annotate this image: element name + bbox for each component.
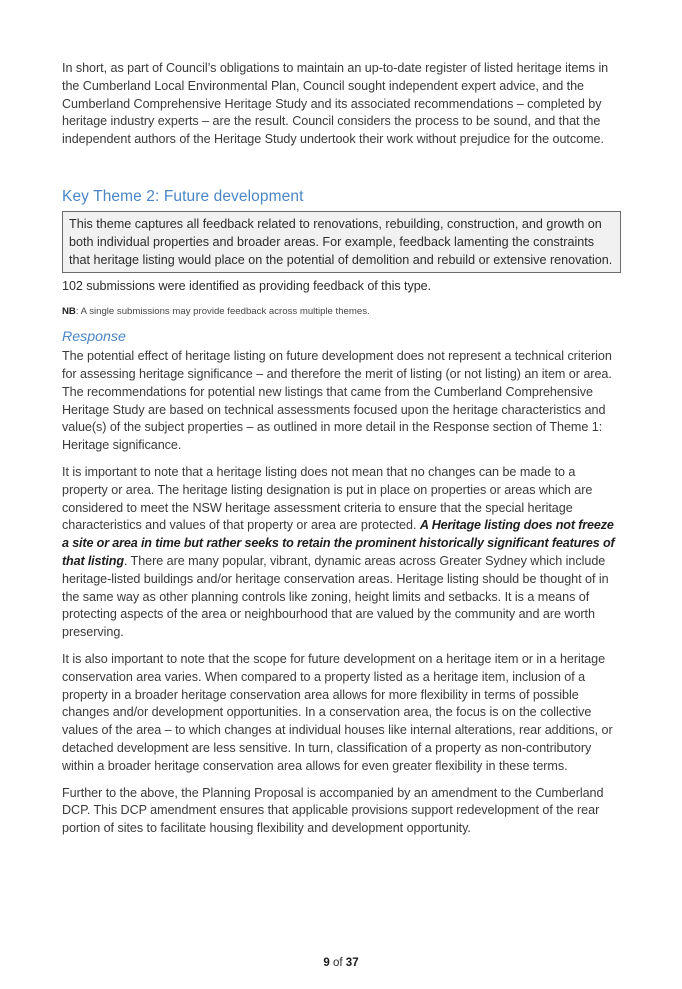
intro-paragraph: In short, as part of Council’s obligations to maintain an up-to-date register of listed heritage items in the Cumberland Local Environmental Plan, Council sought independent expert advice, and the Cumberland Comprehensive Heritage Study and its associated recommendations – completed by heritage industry experts – are the result. Council considers the process to be sound, and that the independent authors of the Heritage Study undertook their work without prejudice for the outcome.: [62, 61, 609, 147]
theme-summary-text: This theme captures all feedback related to renovations, rebuilding, construction, and growth on both individual properties and broader areas. For example, feedback lamenting the constraints that heritage listing would place on the potential of demolition and rebuild or extensive renovation.: [69, 216, 613, 267]
p2-emphasis: A Heritage listing does not freeze a site or area in time but rather seeks to retain the prominent historically significant features of that listing: [62, 518, 615, 568]
nb-text: : A single submissions may provide feedback across multiple themes.: [75, 306, 370, 318]
section-heading: Key Theme 2: Future development: [62, 187, 304, 205]
page-of: of: [329, 957, 346, 969]
response-paragraph-3: It is also important to note that the scope for future development on a heritage item or in a heritage conservation area varies. When compared to a property listed as a heritage item, inclusion of a property in a broader heritage conservation area allows for more flexibility in terms of possible changes and/or development opportunities. In a conservation area, the focus is on the collective values of the area – to which changes at individual houses like internal alterations, rear additions, or detached development are less sensitive. In turn, classification of a property as non-contributory within a broader heritage conservation area allows for even greater flexibility in these terms.: [62, 651, 613, 773]
page-current: 9: [323, 957, 330, 969]
response-paragraph-4: Further to the above, the Planning Proposal is accompanied by an amendment to the Cumberland DCP. This DCP amendment ensures that applicable provisions support redevelopment of the rear portion of sites to facilitate housing flexibility and development opportunity.: [62, 785, 604, 836]
nb-note: [62, 305, 621, 319]
response-paragraph-1: The potential effect of heritage listing on future development does not represent a technical criterion for assessing heritage significance – and therefore the merit of listing (or not listing) an item or area. The recommendations for potential new listings that came from the Cumberland Comprehensive Heritage Study are based on technical assessments focused upon the heritage characteristics and value(s) of the subject properties – as outlined in more detail in the Response section of Theme 1: Heritage significance.: [62, 349, 612, 453]
page-total: 37: [345, 957, 359, 969]
page-number: [0, 957, 682, 969]
submission-count: 102 submissions were identified as providing feedback of this type.: [62, 279, 432, 294]
nb-label: NB: [62, 306, 76, 318]
response-heading: Response: [62, 329, 126, 346]
p2-text-before: It is important to note that a heritage listing does not mean that no changes can be made to a property or area. The heritage listing designation is put in place on properties or areas which are considered to meet the NSW heritage assessment criteria to ensure that the special heritage characteristics and values of that property or area are protected.: [62, 464, 593, 533]
theme-summary-box: [62, 211, 621, 273]
response-paragraph-2: [62, 464, 621, 642]
p2-text-after: . There are many popular, vibrant, dynamic areas across Greater Sydney which include heritage-listed buildings and/or heritage conservation areas. Heritage listing should be thought of in the same way as other planning controls like zoning, height limits and setbacks. It is a means of protecting aspects of the area or neighbourhood that are valued by the community and are worth preserving.: [62, 553, 609, 640]
